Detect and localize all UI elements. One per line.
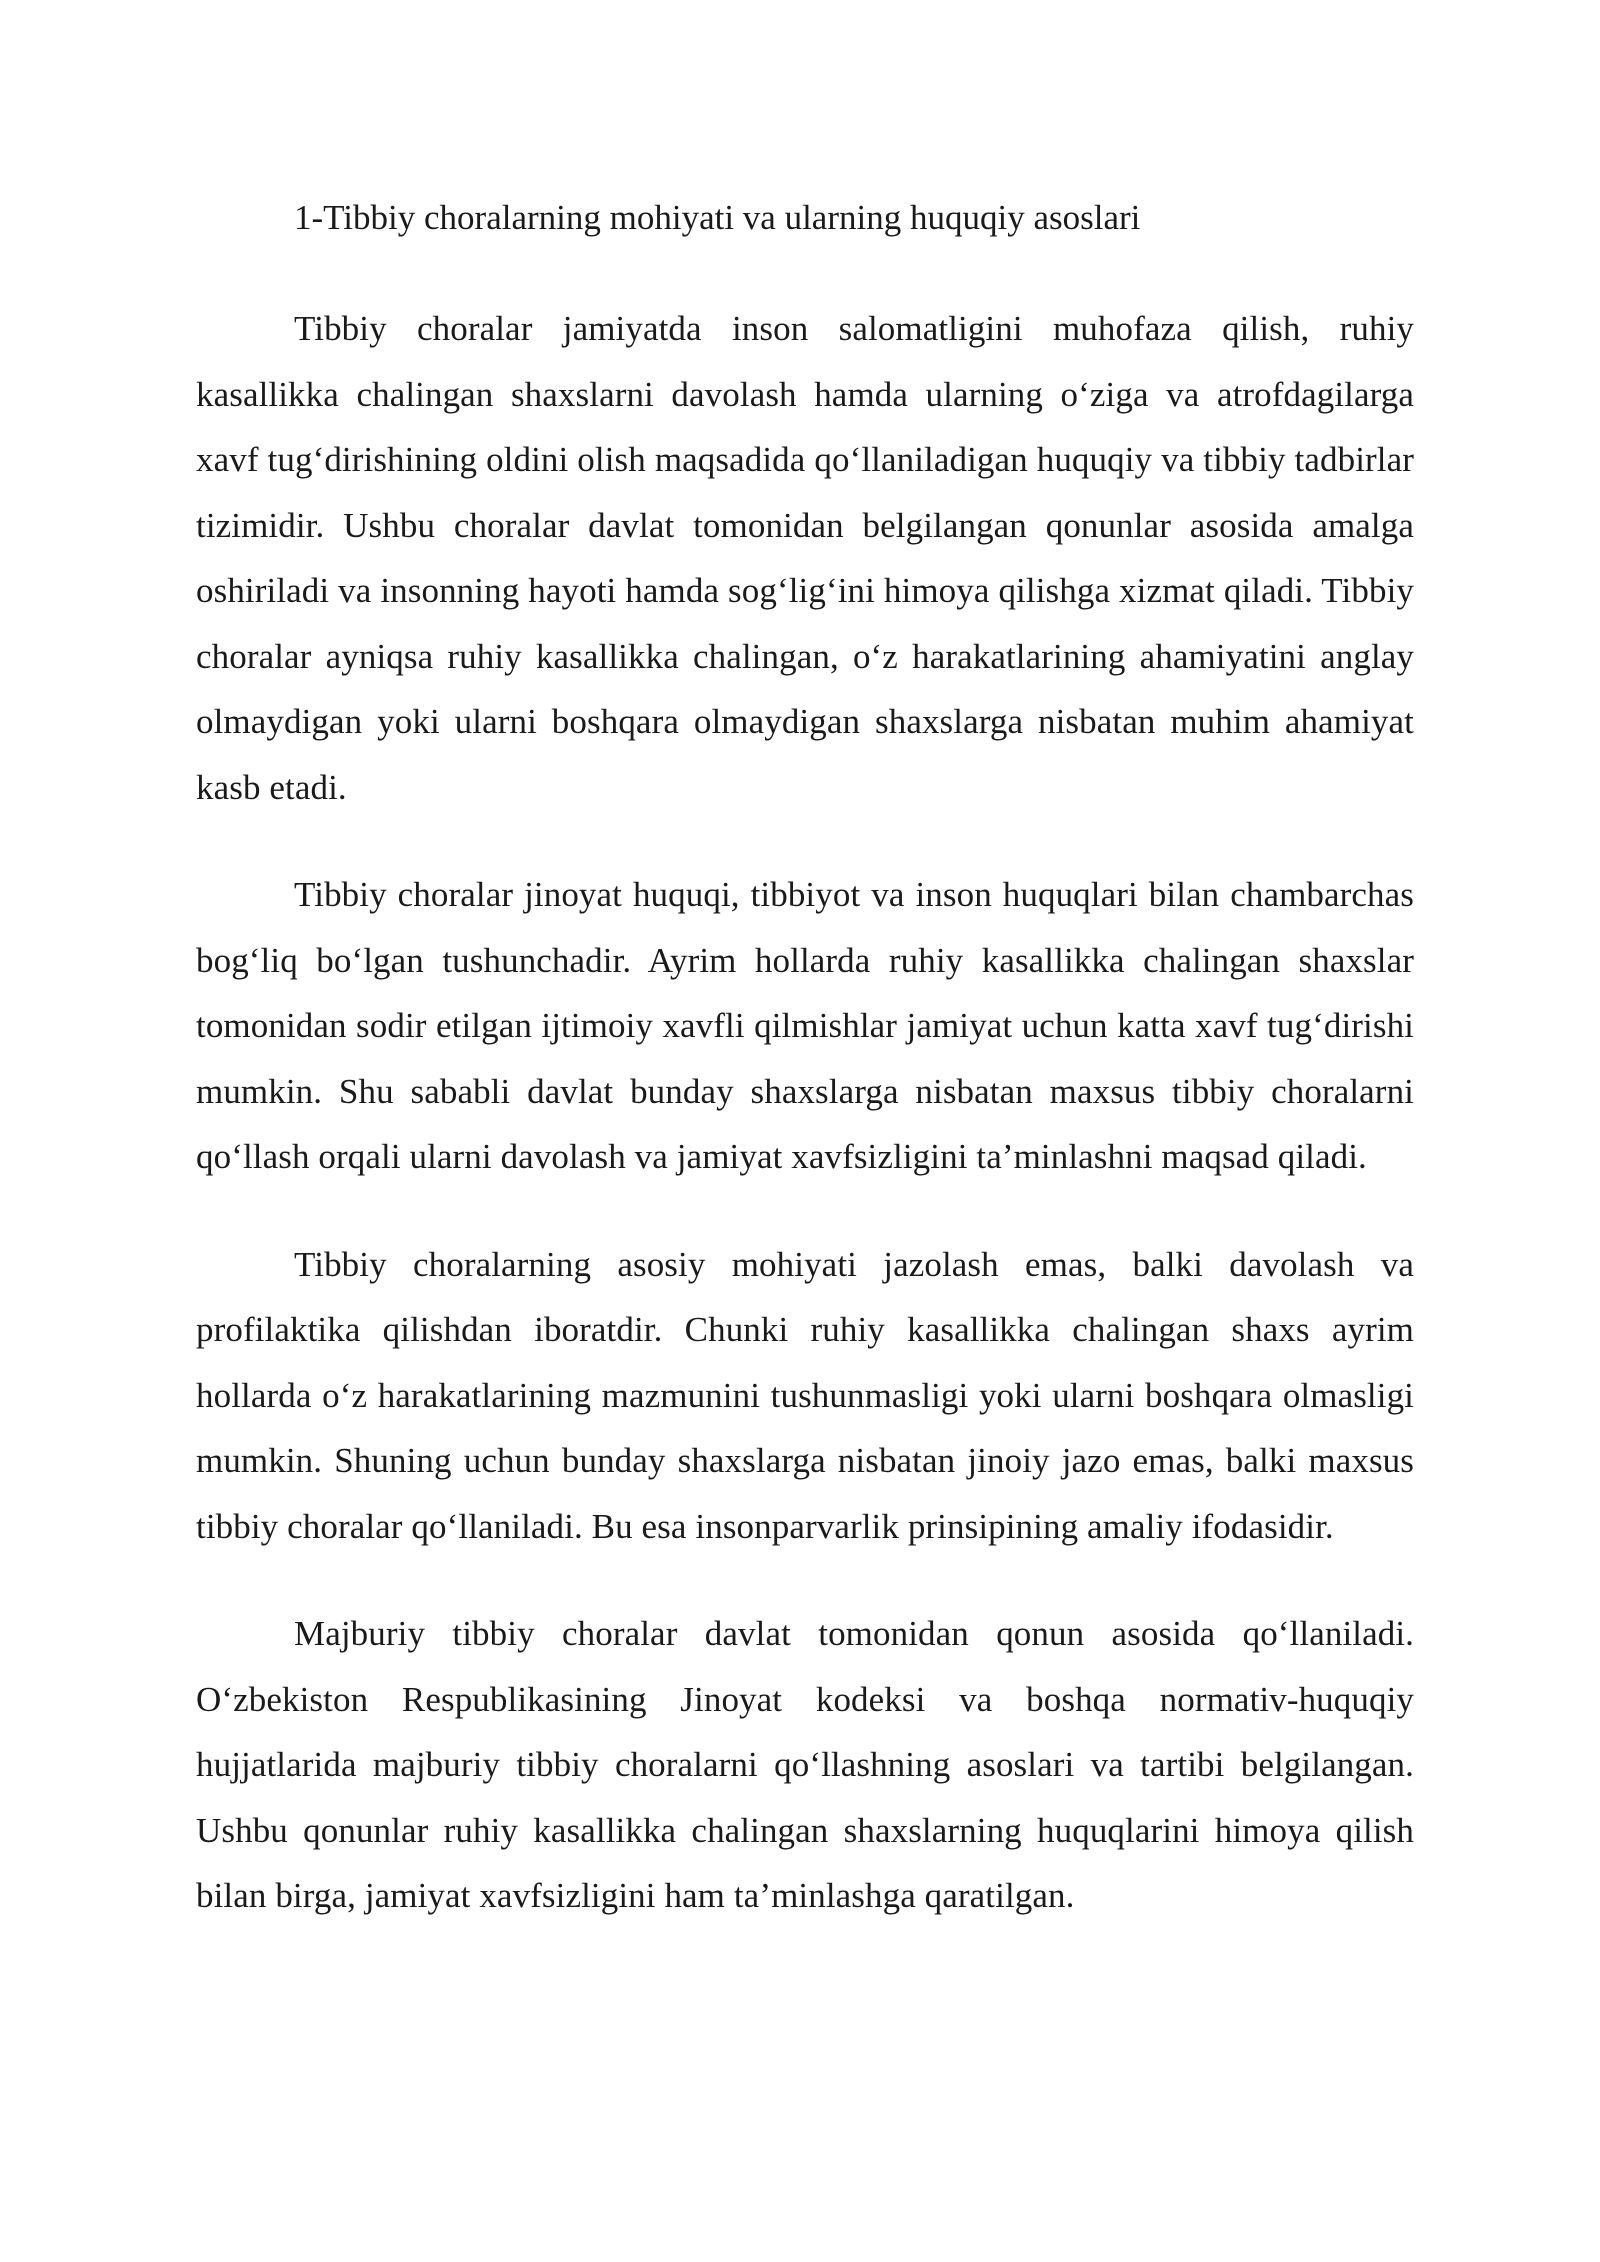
section-heading: 1-Tibbiy choralarning mohiyati va ularning huquqiy asoslari bbox=[294, 198, 1141, 237]
document-body bbox=[196, 188, 1414, 1971]
paragraph-1: Tibbiy choralar jamiyatda inson salomatligini muhofaza qilish, ruhiy kasallikka chalingan shaxslarni davolash hamda ularning o‘ziga va atrofdagilarga xavf tug‘dirishining oldini olish maqsadida qo‘llaniladigan huquqiy va tibbiy tadbirlar tizimidir. Ushbu choralar davlat tomonidan belgilangan qonunlar asosida amalga oshiriladi va insonning hayoti hamda sog‘lig‘ini himoya qilishga xizmat qiladi. Tibbiy choralar ayniqsa ruhiy kasallikka chalingan, o‘z harakatlarining ahamiyatini anglay olmaydigan yoki ularni boshqara olmaydigan shaxslarga nisbatan muhim ahamiyat kasb etadi. bbox=[196, 309, 1414, 807]
paragraph-4: Majburiy tibbiy choralar davlat tomonidan qonun asosida qo‘llaniladi. O‘zbekiston Respublikasining Jinoyat kodeksi va boshqa normativ-huquqiy hujjatlarida majburiy tibbiy choralarni qo‘llashning asoslari va tartibi belgilangan. Ushbu qonunlar ruhiy kasallikka chalingan shaxslarning huquqlarini himoya qilish bilan birga, jamiyat xavfsizligini ham ta’minlashga qaratilgan. bbox=[196, 1614, 1414, 1915]
paragraph-3: Tibbiy choralarning asosiy mohiyati jazolash emas, balki davolash va profilaktika qilishdan iboratdir. Chunki ruhiy kasallikka chalingan shaxs ayrim hollarda o‘z harakatlarining mazmunini tushunmasligi yoki ularni boshqara olmasligi mumkin. Shuning uchun bunday shaxslarga nisbatan jinoiy jazo emas, balki maxsus tibbiy choralar qo‘llaniladi. Bu esa insonparvarlik prinsipining amaliy ifodasidir. bbox=[196, 1244, 1414, 1546]
paragraph-2: Tibbiy choralar jinoyat huquqi, tibbiyot va inson huquqlari bilan chambarchas bog‘liq bo‘lgan tushunchadir. Ayrim hollarda ruhiy kasallikka chalingan shaxslar tomonidan sodir etilgan ijtimoiy xavfli qilmishlar jamiyat uchun katta xavf tug‘dirishi mumkin. Shu sababli davlat bunday shaxslarga nisbatan maxsus tibbiy choralarni qo‘llash orqali ularni davolash va jamiyat xavfsizligini ta’minlashni maqsad qiladi. bbox=[196, 875, 1414, 1176]
